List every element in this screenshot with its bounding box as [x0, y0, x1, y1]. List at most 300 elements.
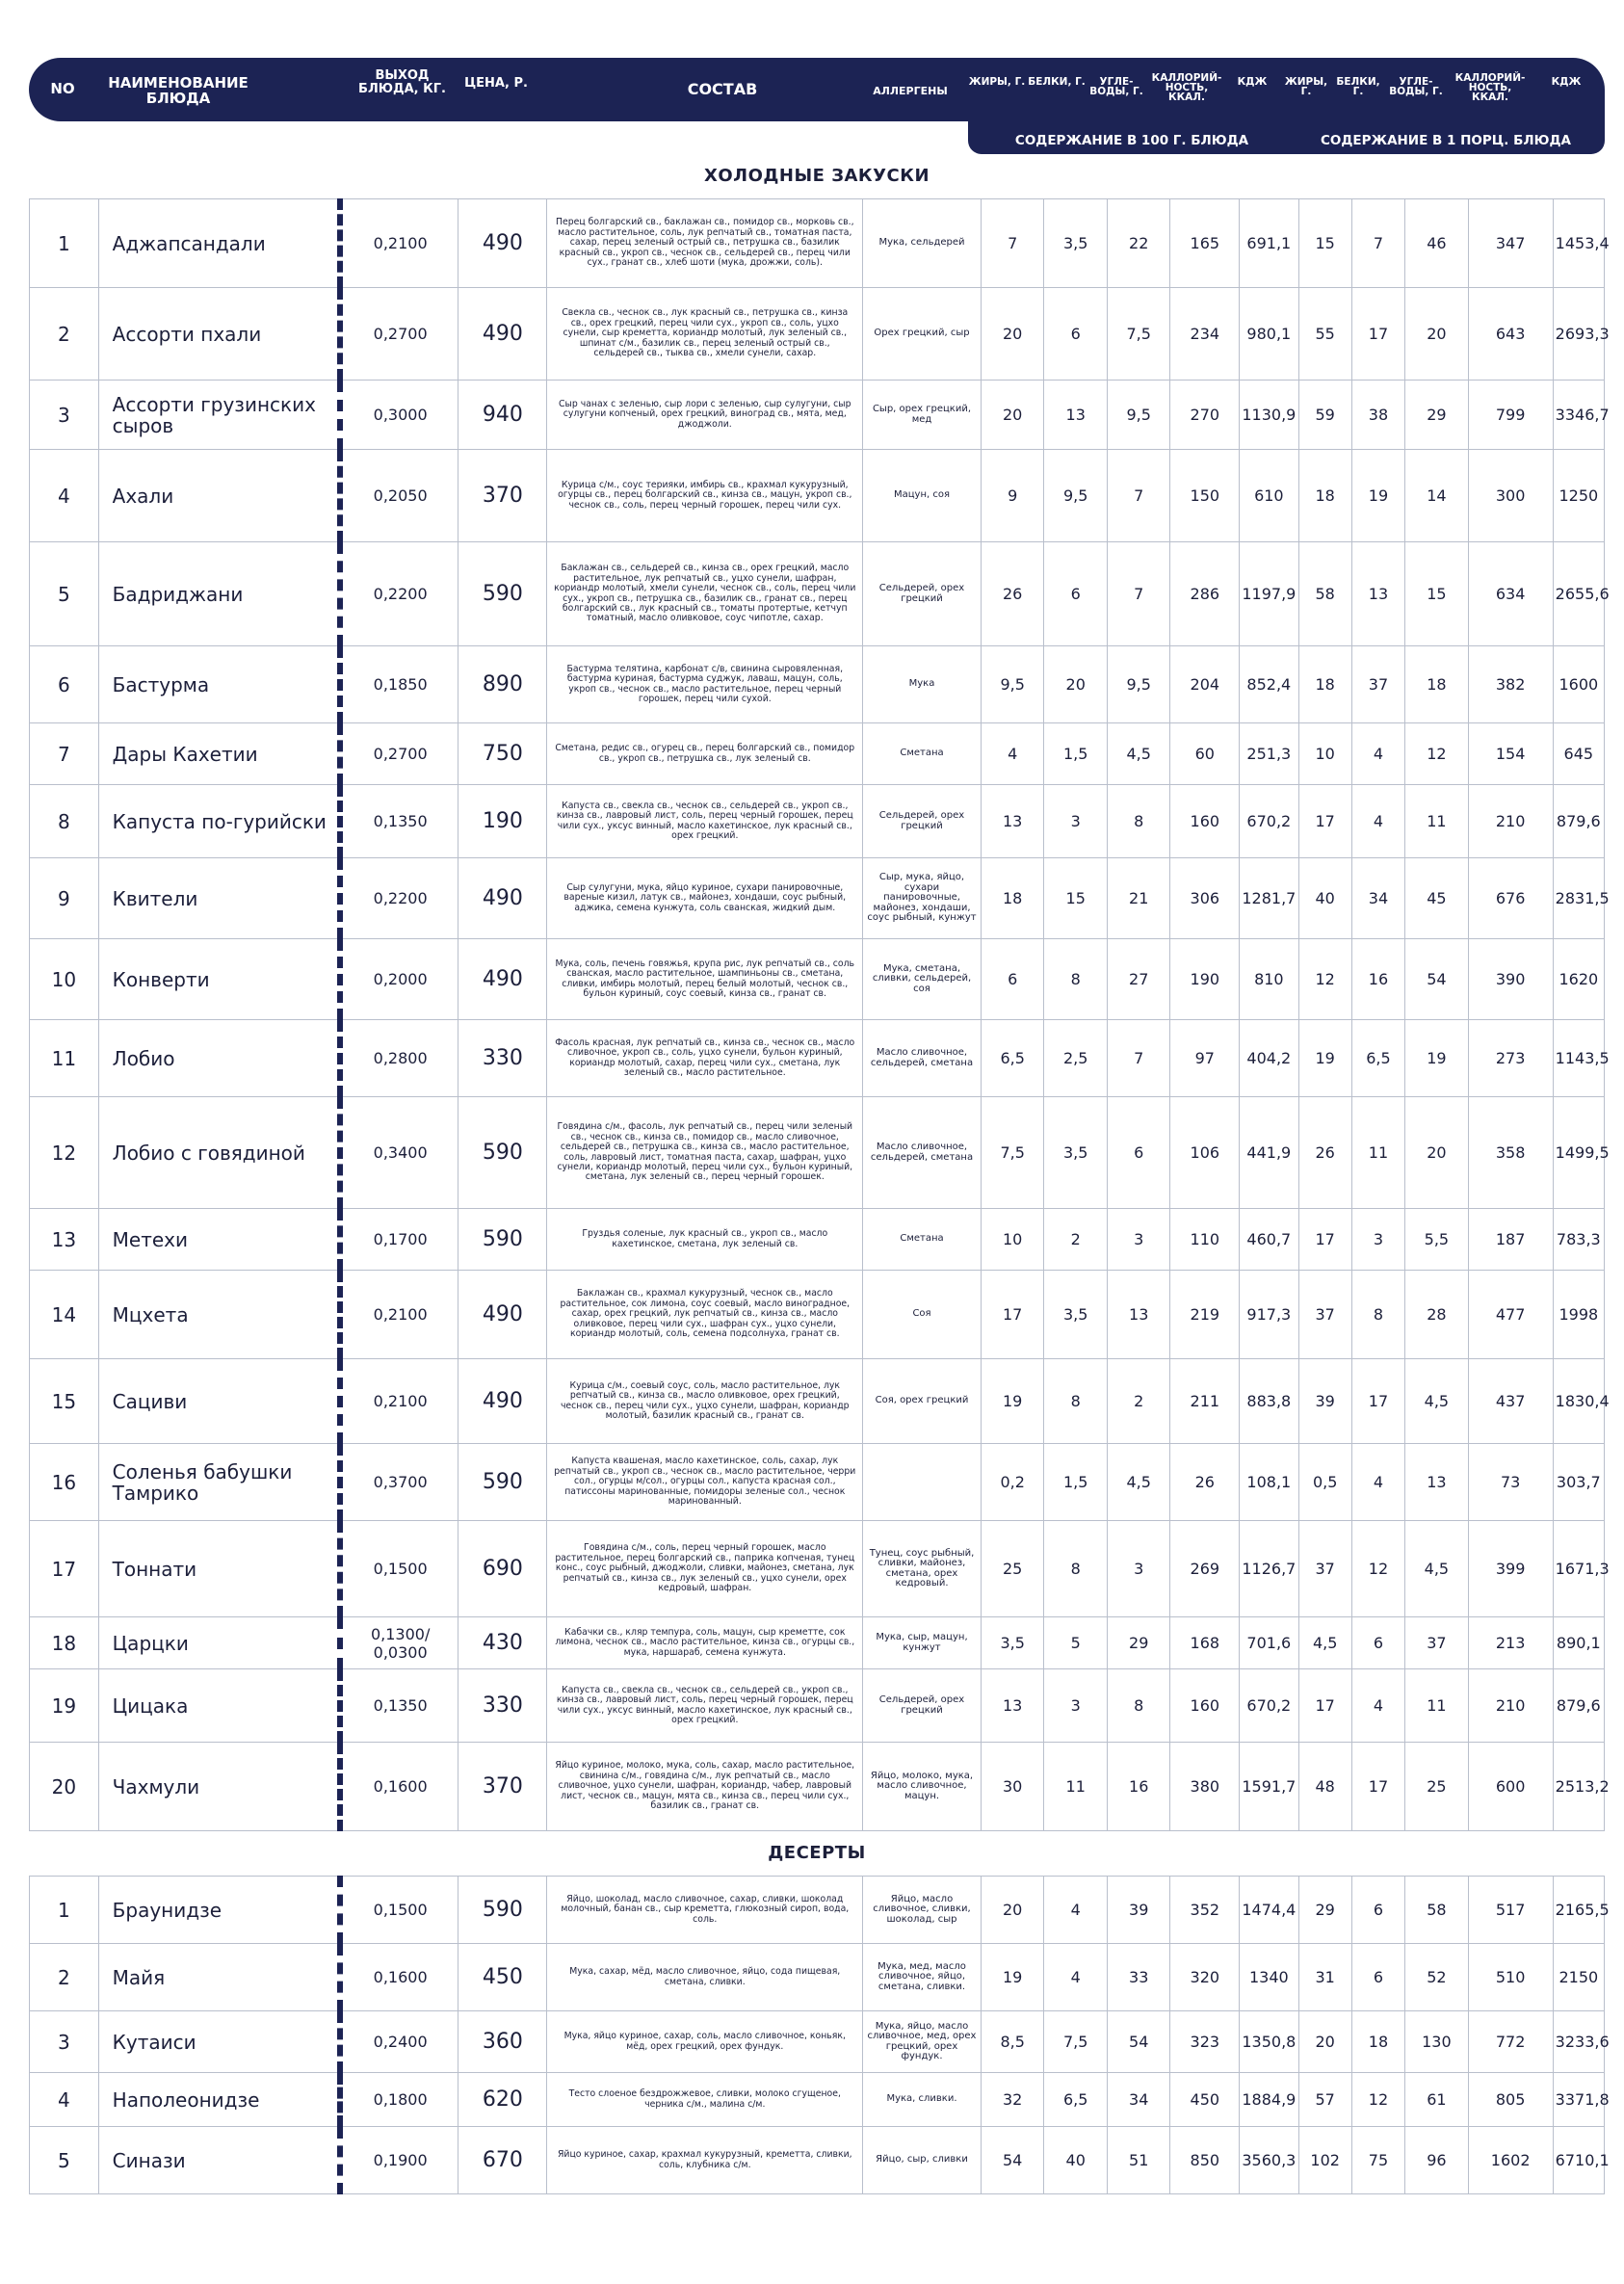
value-fat-portion: 55	[1298, 288, 1351, 381]
value-kcal-100: 160	[1170, 1669, 1240, 1743]
value-carbs-100: 33	[1107, 1944, 1170, 2011]
value-fat-portion: 18	[1298, 646, 1351, 723]
dish-name: Майя	[98, 1944, 340, 2011]
dish-number: 17	[30, 1521, 99, 1617]
dish-output: 0,2000	[340, 939, 458, 1020]
dish-output: 0,2200	[340, 858, 458, 939]
table-row	[30, 785, 1605, 858]
value-protein-100: 13	[1044, 381, 1108, 450]
dish-allergens: Мука	[863, 646, 982, 723]
value-protein-100: 1,5	[1044, 1444, 1108, 1521]
dish-number: 11	[30, 1020, 99, 1097]
value-protein-portion: 75	[1351, 2127, 1404, 2194]
value-carbs-100: 21	[1107, 858, 1170, 939]
section-title: ДЕСЕРТЫ	[768, 1843, 866, 1863]
dish-name: Тоннати	[98, 1521, 340, 1617]
value-fat-portion: 0,5	[1298, 1444, 1351, 1521]
dish-composition: Капуста св., свекла св., чеснок св., сельдерей св., укроп св., кинза св., лавровый лист, соль, перец черный горошек, перец чили сух., уксус винный, масло кахетинское, лук красный св., орех грецкий.	[547, 1669, 863, 1743]
value-kj-portion: 1143,5	[1553, 1020, 1604, 1097]
table-row	[30, 1669, 1605, 1743]
col-kcal-portion: КАЛЛОРИЙ-НОСТЬ, ККАЛ.	[1454, 72, 1526, 103]
dish-composition: Груздья соленые, лук красный св., укроп св., масло кахетинское, сметана, лук зеленый св.	[547, 1209, 863, 1271]
dish-number: 3	[30, 2011, 99, 2073]
dish-composition: Мука, сахар, мёд, масло сливочное, яйцо, сода пищевая, сметана, сливки.	[547, 1944, 863, 2011]
dish-price: 890	[458, 646, 547, 723]
value-carbs-100: 9,5	[1107, 381, 1170, 450]
value-carbs-100: 7,5	[1107, 288, 1170, 381]
dish-name: Соленья бабушки Тамрико	[98, 1444, 340, 1521]
value-carbs-portion: 18	[1405, 646, 1469, 723]
dish-composition: Капуста св., свекла св., чеснок св., сельдерей св., укроп св., кинза св., лавровый лист, соль, перец черный горошек, перец чили сух., уксус винный, масло кахетинское, лук красный св., орех грецкий.	[547, 785, 863, 858]
value-fat-100: 19	[981, 1359, 1044, 1444]
dish-output: 0,2700	[340, 288, 458, 381]
table-row	[30, 858, 1605, 939]
dish-number: 14	[30, 1271, 99, 1359]
dish-output: 0,1350	[340, 1669, 458, 1743]
dish-price: 190	[458, 785, 547, 858]
dish-name: Мцхета	[98, 1271, 340, 1359]
value-carbs-100: 8	[1107, 785, 1170, 858]
dish-output: 0,1600	[340, 1944, 458, 2011]
dish-allergens: Мука, сливки.	[863, 2073, 982, 2127]
value-fat-portion: 26	[1298, 1097, 1351, 1209]
dish-output: 0,2800	[340, 1020, 458, 1097]
col-fat-100: ЖИРЫ, Г.	[968, 76, 1026, 88]
value-kj-portion: 1453,4	[1553, 199, 1604, 288]
dish-number: 5	[30, 2127, 99, 2194]
dish-output: 0,1500	[340, 1877, 458, 1944]
value-carbs-100: 39	[1107, 1877, 1170, 1944]
table-row	[30, 542, 1605, 646]
dish-name: Цицака	[98, 1669, 340, 1743]
value-kcal-100: 380	[1170, 1743, 1240, 1831]
value-fat-portion: 37	[1298, 1521, 1351, 1617]
dish-name: Наполеонидзе	[98, 2073, 340, 2127]
value-kcal-100: 850	[1170, 2127, 1240, 2194]
value-protein-100: 3	[1044, 785, 1108, 858]
value-kj-100: 1281,7	[1240, 858, 1298, 939]
value-carbs-100: 8	[1107, 1669, 1170, 1743]
value-protein-100: 8	[1044, 939, 1108, 1020]
value-protein-100: 20	[1044, 646, 1108, 723]
value-kcal-100: 106	[1170, 1097, 1240, 1209]
dish-composition: Курица с/м., соевый соус, соль, масло растительное, лук репчатый св., кинза св., масло оливковое, орех грецкий, чеснок св., перец чили сух., уцхо сунели, шафран, кориандр молотый, базилик красный св., гранат св.	[547, 1359, 863, 1444]
table-header	[29, 58, 1605, 154]
value-kj-100: 1350,8	[1240, 2011, 1298, 2073]
dish-composition: Курица с/м., соус терияки, имбирь св., крахмал кукурузный, огурцы св., перец болгарский св., кинза св., мацун, укроп св., чеснок св., соль, перец черный горошек, перец чили сух.	[547, 450, 863, 542]
dish-price: 490	[458, 939, 547, 1020]
value-kj-portion: 6710,1	[1553, 2127, 1604, 2194]
dish-number: 15	[30, 1359, 99, 1444]
dish-output: 0,1300/ 0,0300	[340, 1617, 458, 1669]
col-kcal-100: КАЛЛОРИЙ-НОСТЬ, ККАЛ.	[1151, 72, 1222, 103]
col-protein-100: БЕЛКИ, Г.	[1028, 76, 1086, 88]
dish-composition: Перец болгарский св., баклажан св., помидор св., морковь св., масло растительное, соль, лук репчатый св., томатная паста, сахар, перец зеленый острый св., петрушка св., базилик красный св., укроп св., чеснок св., сельдерей св., перец чили сух., гранат св., хлеб шоти (мука, дрожжи, соль).	[547, 199, 863, 288]
dish-price: 670	[458, 2127, 547, 2194]
col-carbs-100: УГЛЕ-ВОДЫ, Г.	[1089, 76, 1143, 97]
value-kj-100: 1340	[1240, 1944, 1298, 2011]
dish-number: 1	[30, 199, 99, 288]
table-row	[30, 1944, 1605, 2011]
value-kcal-portion: 390	[1468, 939, 1553, 1020]
dish-price: 490	[458, 1271, 547, 1359]
dish-name: Аджапсандали	[98, 199, 340, 288]
dish-composition: Сметана, редис св., огурец св., перец болгарский св., помидор св., укроп св., петрушка св., лук зеленый св.	[547, 723, 863, 785]
dish-allergens: Сыр, мука, яйцо, сухари панировочные, майонез, хондаши, соус рыбный, кунжут	[863, 858, 982, 939]
value-protein-portion: 6	[1351, 1944, 1404, 2011]
value-carbs-portion: 5,5	[1405, 1209, 1469, 1271]
table-row	[30, 939, 1605, 1020]
value-protein-100: 2,5	[1044, 1020, 1108, 1097]
value-kcal-portion: 382	[1468, 646, 1553, 723]
col-composition: СОСТАВ	[687, 80, 758, 98]
value-kj-100: 1474,4	[1240, 1877, 1298, 1944]
col-carbs-portion: УГЛЕ-ВОДЫ, Г.	[1389, 76, 1443, 97]
value-kj-100: 1130,9	[1240, 381, 1298, 450]
dish-output: 0,1700	[340, 1209, 458, 1271]
value-kj-portion: 890,1	[1553, 1617, 1604, 1669]
dish-allergens: Мука, мед, масло сливочное, яйцо, сметана, сливки.	[863, 1944, 982, 2011]
value-carbs-portion: 37	[1405, 1617, 1469, 1669]
value-carbs-portion: 58	[1405, 1877, 1469, 1944]
value-fat-portion: 39	[1298, 1359, 1351, 1444]
value-carbs-100: 29	[1107, 1617, 1170, 1669]
dish-number: 6	[30, 646, 99, 723]
value-carbs-portion: 20	[1405, 288, 1469, 381]
value-kj-100: 1126,7	[1240, 1521, 1298, 1617]
value-protein-100: 3,5	[1044, 199, 1108, 288]
value-fat-portion: 102	[1298, 2127, 1351, 2194]
value-kj-100: 1197,9	[1240, 542, 1298, 646]
value-kj-100: 852,4	[1240, 646, 1298, 723]
table-row	[30, 1877, 1605, 1944]
dish-price: 490	[458, 288, 547, 381]
value-protein-100: 6,5	[1044, 2073, 1108, 2127]
dish-name: Ассорти грузинских сыров	[98, 381, 340, 450]
dish-name: Ахали	[98, 450, 340, 542]
value-kj-100: 810	[1240, 939, 1298, 1020]
value-kcal-100: 150	[1170, 450, 1240, 542]
col-kj-100: КДЖ	[1237, 76, 1268, 88]
dish-price: 490	[458, 1359, 547, 1444]
dish-name: Браунидзе	[98, 1877, 340, 1944]
dish-name: Царцки	[98, 1617, 340, 1669]
table-row	[30, 288, 1605, 381]
dish-output: 0,2200	[340, 542, 458, 646]
value-protein-portion: 16	[1351, 939, 1404, 1020]
value-kcal-100: 234	[1170, 288, 1240, 381]
dish-composition: Говядина с/м., фасоль, лук репчатый св., перец чили зеленый св., чеснок св., кинза св., помидор св., масло сливочное, сельдерей св., петрушка св., кинза св., масло растительное, соль, лавровый лист, томатная паста, сахар, шафран, уцхо сунели, кориандр молотый, перец чили сух., бульон куриный, сметана, лук зеленый св., перец черный горошек.	[547, 1097, 863, 1209]
value-fat-portion: 20	[1298, 2011, 1351, 2073]
value-kcal-100: 320	[1170, 1944, 1240, 2011]
value-kj-portion: 303,7	[1553, 1444, 1604, 1521]
dish-number: 5	[30, 542, 99, 646]
value-protein-portion: 17	[1351, 1743, 1404, 1831]
dish-composition: Говядина с/м., соль, перец черный горошек, масло растительное, перец болгарский св., паприка копченая, тунец конс., соус рыбный, джоджоли, сливки, майонез, сметана, лук репчатый св., кинза св., лук зеленый св., уцхо сунели, орех кедровый, шафран.	[547, 1521, 863, 1617]
dish-number: 16	[30, 1444, 99, 1521]
value-protein-100: 8	[1044, 1521, 1108, 1617]
value-kcal-100: 306	[1170, 858, 1240, 939]
value-carbs-100: 6	[1107, 1097, 1170, 1209]
value-carbs-100: 3	[1107, 1209, 1170, 1271]
value-protein-portion: 38	[1351, 381, 1404, 450]
value-carbs-100: 34	[1107, 2073, 1170, 2127]
value-kcal-100: 26	[1170, 1444, 1240, 1521]
value-fat-portion: 29	[1298, 1877, 1351, 1944]
dish-composition: Фасоль красная, лук репчатый св., кинза св., чеснок св., масло сливочное, укроп св., соль, уцхо сунели, бульон куриный, кориандр молотый, сахар, перец чили сух., сметана, лук зеленый св., масло растительное.	[547, 1020, 863, 1097]
value-protein-100: 6	[1044, 542, 1108, 646]
value-fat-100: 6,5	[981, 1020, 1044, 1097]
value-fat-100: 18	[981, 858, 1044, 939]
value-kcal-portion: 799	[1468, 381, 1553, 450]
dish-number: 18	[30, 1617, 99, 1669]
value-kj-portion: 1620	[1553, 939, 1604, 1020]
value-fat-portion: 58	[1298, 542, 1351, 646]
value-kj-portion: 2150	[1553, 1944, 1604, 2011]
dish-price: 450	[458, 1944, 547, 2011]
dish-price: 690	[458, 1521, 547, 1617]
dish-output: 0,3700	[340, 1444, 458, 1521]
dish-name: Метехи	[98, 1209, 340, 1271]
value-kj-100: 1884,9	[1240, 2073, 1298, 2127]
value-carbs-portion: 25	[1405, 1743, 1469, 1831]
dish-number: 1	[30, 1877, 99, 1944]
menu-table	[29, 1876, 1610, 2194]
value-kcal-100: 352	[1170, 1877, 1240, 1944]
value-kj-portion: 1830,4	[1553, 1359, 1604, 1444]
value-kcal-100: 286	[1170, 542, 1240, 646]
value-fat-100: 7,5	[981, 1097, 1044, 1209]
value-fat-portion: 57	[1298, 2073, 1351, 2127]
dish-allergens: Соя, орех грецкий	[863, 1359, 982, 1444]
dish-output: 0,1600	[340, 1743, 458, 1831]
dish-composition: Яйцо куриное, молоко, мука, соль, сахар, масло растительное, свинина с/м., говядина с/м., лук репчатый св., масло сливочное, уцхо сунели, шафран, кориандр, чабер, лавровый лист, чеснок св., мацун, мята св., кинза св., перец чили сух., базилик св., гранат св.	[547, 1743, 863, 1831]
col-name: НАИМЕНОВАНИЕ БЛЮДА	[108, 74, 249, 107]
dish-price: 940	[458, 381, 547, 450]
dish-output: 0,1800	[340, 2073, 458, 2127]
value-fat-100: 30	[981, 1743, 1044, 1831]
value-carbs-100: 9,5	[1107, 646, 1170, 723]
dish-composition: Сыр сулугуни, мука, яйцо куриное, сухари панировочные, вареные кизил, латук св., майонез, хондаши, соус рыбный, аджика, семена кунжута, соль сванская, жидкий дым.	[547, 858, 863, 939]
dish-output: 0,3000	[340, 381, 458, 450]
value-kcal-portion: 187	[1468, 1209, 1553, 1271]
value-fat-portion: 17	[1298, 1669, 1351, 1743]
value-fat-100: 13	[981, 1669, 1044, 1743]
table-row	[30, 1020, 1605, 1097]
table-row	[30, 1359, 1605, 1444]
value-kj-100: 610	[1240, 450, 1298, 542]
value-protein-100: 11	[1044, 1743, 1108, 1831]
dish-name: Дары Кахетии	[98, 723, 340, 785]
table-row	[30, 1521, 1605, 1617]
value-kcal-100: 60	[1170, 723, 1240, 785]
value-kj-portion: 879,6	[1553, 1669, 1604, 1743]
dish-price: 490	[458, 858, 547, 939]
dish-allergens: Соя	[863, 1271, 982, 1359]
dish-price: 330	[458, 1669, 547, 1743]
table-row	[30, 723, 1605, 785]
dish-number: 10	[30, 939, 99, 1020]
value-fat-100: 26	[981, 542, 1044, 646]
value-protein-portion: 12	[1351, 2073, 1404, 2127]
dish-number: 2	[30, 1944, 99, 2011]
col-price: ЦЕНА, Р.	[464, 76, 528, 91]
dish-output: 0,1500	[340, 1521, 458, 1617]
dish-output: 0,2700	[340, 723, 458, 785]
dish-number: 12	[30, 1097, 99, 1209]
value-kcal-100: 160	[1170, 785, 1240, 858]
value-fat-portion: 48	[1298, 1743, 1351, 1831]
value-carbs-portion: 11	[1405, 785, 1469, 858]
dish-allergens: Мука, сельдерей	[863, 199, 982, 288]
value-kcal-portion: 300	[1468, 450, 1553, 542]
dish-allergens: Орех грецкий, сыр	[863, 288, 982, 381]
dish-price: 590	[458, 1097, 547, 1209]
value-protein-portion: 6	[1351, 1617, 1404, 1669]
value-kcal-100: 168	[1170, 1617, 1240, 1669]
value-protein-100: 5	[1044, 1617, 1108, 1669]
table-row	[30, 1617, 1605, 1669]
dish-output: 0,2100	[340, 1359, 458, 1444]
dish-composition: Сыр чанах с зеленью, сыр лори с зеленью, сыр сулугуни, сыр сулугуни копченый, орех грецкий, виноград св., мята, мед, джоджоли.	[547, 381, 863, 450]
dish-output: 0,1900	[340, 2127, 458, 2194]
value-carbs-portion: 20	[1405, 1097, 1469, 1209]
table-row	[30, 199, 1605, 288]
dish-price: 750	[458, 723, 547, 785]
dish-name: Сациви	[98, 1359, 340, 1444]
value-kj-portion: 3371,8	[1553, 2073, 1604, 2127]
dish-name: Капуста по-гурийски	[98, 785, 340, 858]
value-kcal-portion: 772	[1468, 2011, 1553, 2073]
value-kj-portion: 1250	[1553, 450, 1604, 542]
per100-label: СОДЕРЖАНИЕ В 100 Г. БЛЮДА	[1014, 133, 1249, 148]
dish-allergens: Сельдерей, орех грецкий	[863, 1669, 982, 1743]
dish-number: 4	[30, 450, 99, 542]
value-fat-portion: 17	[1298, 1209, 1351, 1271]
value-kj-portion: 879,6	[1553, 785, 1604, 858]
value-kj-100: 670,2	[1240, 1669, 1298, 1743]
value-carbs-100: 54	[1107, 2011, 1170, 2073]
value-fat-100: 3,5	[981, 1617, 1044, 1669]
value-kj-100: 441,9	[1240, 1097, 1298, 1209]
value-protein-portion: 3	[1351, 1209, 1404, 1271]
value-carbs-portion: 19	[1405, 1020, 1469, 1097]
value-kj-portion: 2165,5	[1553, 1877, 1604, 1944]
dish-composition: Кабачки св., кляр темпура, соль, мацун, сыр креметте, сок лимона, чеснок св., масло растительное, кинза св., огурцы св., мука, наршараб, семена кунжута.	[547, 1617, 863, 1669]
value-protein-portion: 4	[1351, 1669, 1404, 1743]
value-kcal-portion: 1602	[1468, 2127, 1553, 2194]
value-kcal-portion: 600	[1468, 1743, 1553, 1831]
value-protein-portion: 7	[1351, 199, 1404, 288]
value-carbs-100: 4,5	[1107, 1444, 1170, 1521]
value-carbs-100: 7	[1107, 1020, 1170, 1097]
dish-composition: Капуста квашеная, масло кахетинское, соль, сахар, лук репчатый св., укроп св., чеснок св., масло растительное, черри сол., огурцы м/сол., огурцы сол., капуста красная сол., патиссоны маринованные, помидоры зеленые сол., чеснок маринованный.	[547, 1444, 863, 1521]
dish-composition: Яйцо, шоколад, масло сливочное, сахар, сливки, шоколад молочный, банан св., сыр креметта, глюкозный сироп, вода, соль.	[547, 1877, 863, 1944]
value-fat-portion: 18	[1298, 450, 1351, 542]
value-carbs-portion: 61	[1405, 2073, 1469, 2127]
dish-composition: Свекла св., чеснок св., лук красный св., петрушка св., кинза св., орех грецкий, перец чили сух., укроп св., соль, уцхо сунели, сыр креметта, кориандр молотый, лук зеленый св., шпинат с/м., базилик св., перец зеленый острый св., сельдерей св., тыква св., хмели сунели, сахар.	[547, 288, 863, 381]
value-protein-portion: 17	[1351, 288, 1404, 381]
value-kcal-100: 204	[1170, 646, 1240, 723]
dish-allergens: Яйцо, масло сливочное, сливки, шоколад, сыр	[863, 1877, 982, 1944]
value-carbs-100: 27	[1107, 939, 1170, 1020]
value-kj-portion: 783,3	[1553, 1209, 1604, 1271]
dish-allergens: Яйцо, сыр, сливки	[863, 2127, 982, 2194]
table-row	[30, 1743, 1605, 1831]
dish-composition: Мука, соль, печень говяжья, крупа рис, лук репчатый св., соль сванская, масло растительное, шампиньоны св., сметана, сливки, имбирь молотый, перец белый молотый, чеснок св., бульон куриный, соус соевый, кинза св., гранат св.	[547, 939, 863, 1020]
dish-allergens: Мацун, соя	[863, 450, 982, 542]
value-protein-portion: 12	[1351, 1521, 1404, 1617]
value-protein-portion: 37	[1351, 646, 1404, 723]
value-kcal-portion: 510	[1468, 1944, 1553, 2011]
dish-composition: Яйцо куриное, сахар, крахмал кукурузный, креметта, сливки, соль, клубника с/м.	[547, 2127, 863, 2194]
section-title: ХОЛОДНЫЕ ЗАКУСКИ	[703, 166, 930, 186]
dish-price: 590	[458, 1444, 547, 1521]
col-fat-portion: ЖИРЫ, Г.	[1284, 76, 1328, 97]
dish-composition: Мука, яйцо куриное, сахар, соль, масло сливочное, коньяк, мёд, орех грецкий, орех фундук.	[547, 2011, 863, 2073]
value-kj-100: 460,7	[1240, 1209, 1298, 1271]
value-kj-100: 980,1	[1240, 288, 1298, 381]
value-fat-100: 8,5	[981, 2011, 1044, 2073]
value-kj-100: 691,1	[1240, 199, 1298, 288]
value-kcal-100: 323	[1170, 2011, 1240, 2073]
dish-name: Бастурма	[98, 646, 340, 723]
value-fat-portion: 17	[1298, 785, 1351, 858]
value-kj-portion: 1600	[1553, 646, 1604, 723]
value-protein-100: 9,5	[1044, 450, 1108, 542]
value-protein-portion: 4	[1351, 785, 1404, 858]
value-fat-100: 32	[981, 2073, 1044, 2127]
value-protein-100: 3	[1044, 1669, 1108, 1743]
value-carbs-portion: 11	[1405, 1669, 1469, 1743]
dish-number: 13	[30, 1209, 99, 1271]
value-carbs-portion: 96	[1405, 2127, 1469, 2194]
dish-allergens: Тунец, соус рыбный, сливки, майонез, сметана, орех кедровый.	[863, 1521, 982, 1617]
value-kcal-100: 270	[1170, 381, 1240, 450]
value-carbs-100: 13	[1107, 1271, 1170, 1359]
value-carbs-100: 16	[1107, 1743, 1170, 1831]
value-kj-100: 251,3	[1240, 723, 1298, 785]
value-kj-100: 1591,7	[1240, 1743, 1298, 1831]
value-fat-100: 20	[981, 288, 1044, 381]
value-kcal-portion: 347	[1468, 199, 1553, 288]
value-kcal-portion: 643	[1468, 288, 1553, 381]
value-fat-portion: 31	[1298, 1944, 1351, 2011]
value-protein-portion: 19	[1351, 450, 1404, 542]
value-carbs-100: 2	[1107, 1359, 1170, 1444]
value-fat-100: 13	[981, 785, 1044, 858]
dish-name: Квители	[98, 858, 340, 939]
dish-name: Чахмули	[98, 1743, 340, 1831]
dish-allergens: Масло сливочное, сельдерей, сметана	[863, 1020, 982, 1097]
dish-name: Бадриджани	[98, 542, 340, 646]
dish-name: Кутаиси	[98, 2011, 340, 2073]
value-fat-portion: 40	[1298, 858, 1351, 939]
dish-allergens: Мука, сыр, мацун, кунжут	[863, 1617, 982, 1669]
value-protein-portion: 4	[1351, 1444, 1404, 1521]
value-protein-100: 7,5	[1044, 2011, 1108, 2073]
value-protein-portion: 6	[1351, 1877, 1404, 1944]
value-carbs-portion: 12	[1405, 723, 1469, 785]
value-carbs-portion: 14	[1405, 450, 1469, 542]
value-fat-100: 20	[981, 381, 1044, 450]
value-carbs-100: 7	[1107, 542, 1170, 646]
value-kcal-portion: 805	[1468, 2073, 1553, 2127]
value-kcal-portion: 213	[1468, 1617, 1553, 1669]
dish-output: 0,1350	[340, 785, 458, 858]
dish-allergens: Сельдерей, орех грецкий	[863, 785, 982, 858]
dish-output: 0,2050	[340, 450, 458, 542]
